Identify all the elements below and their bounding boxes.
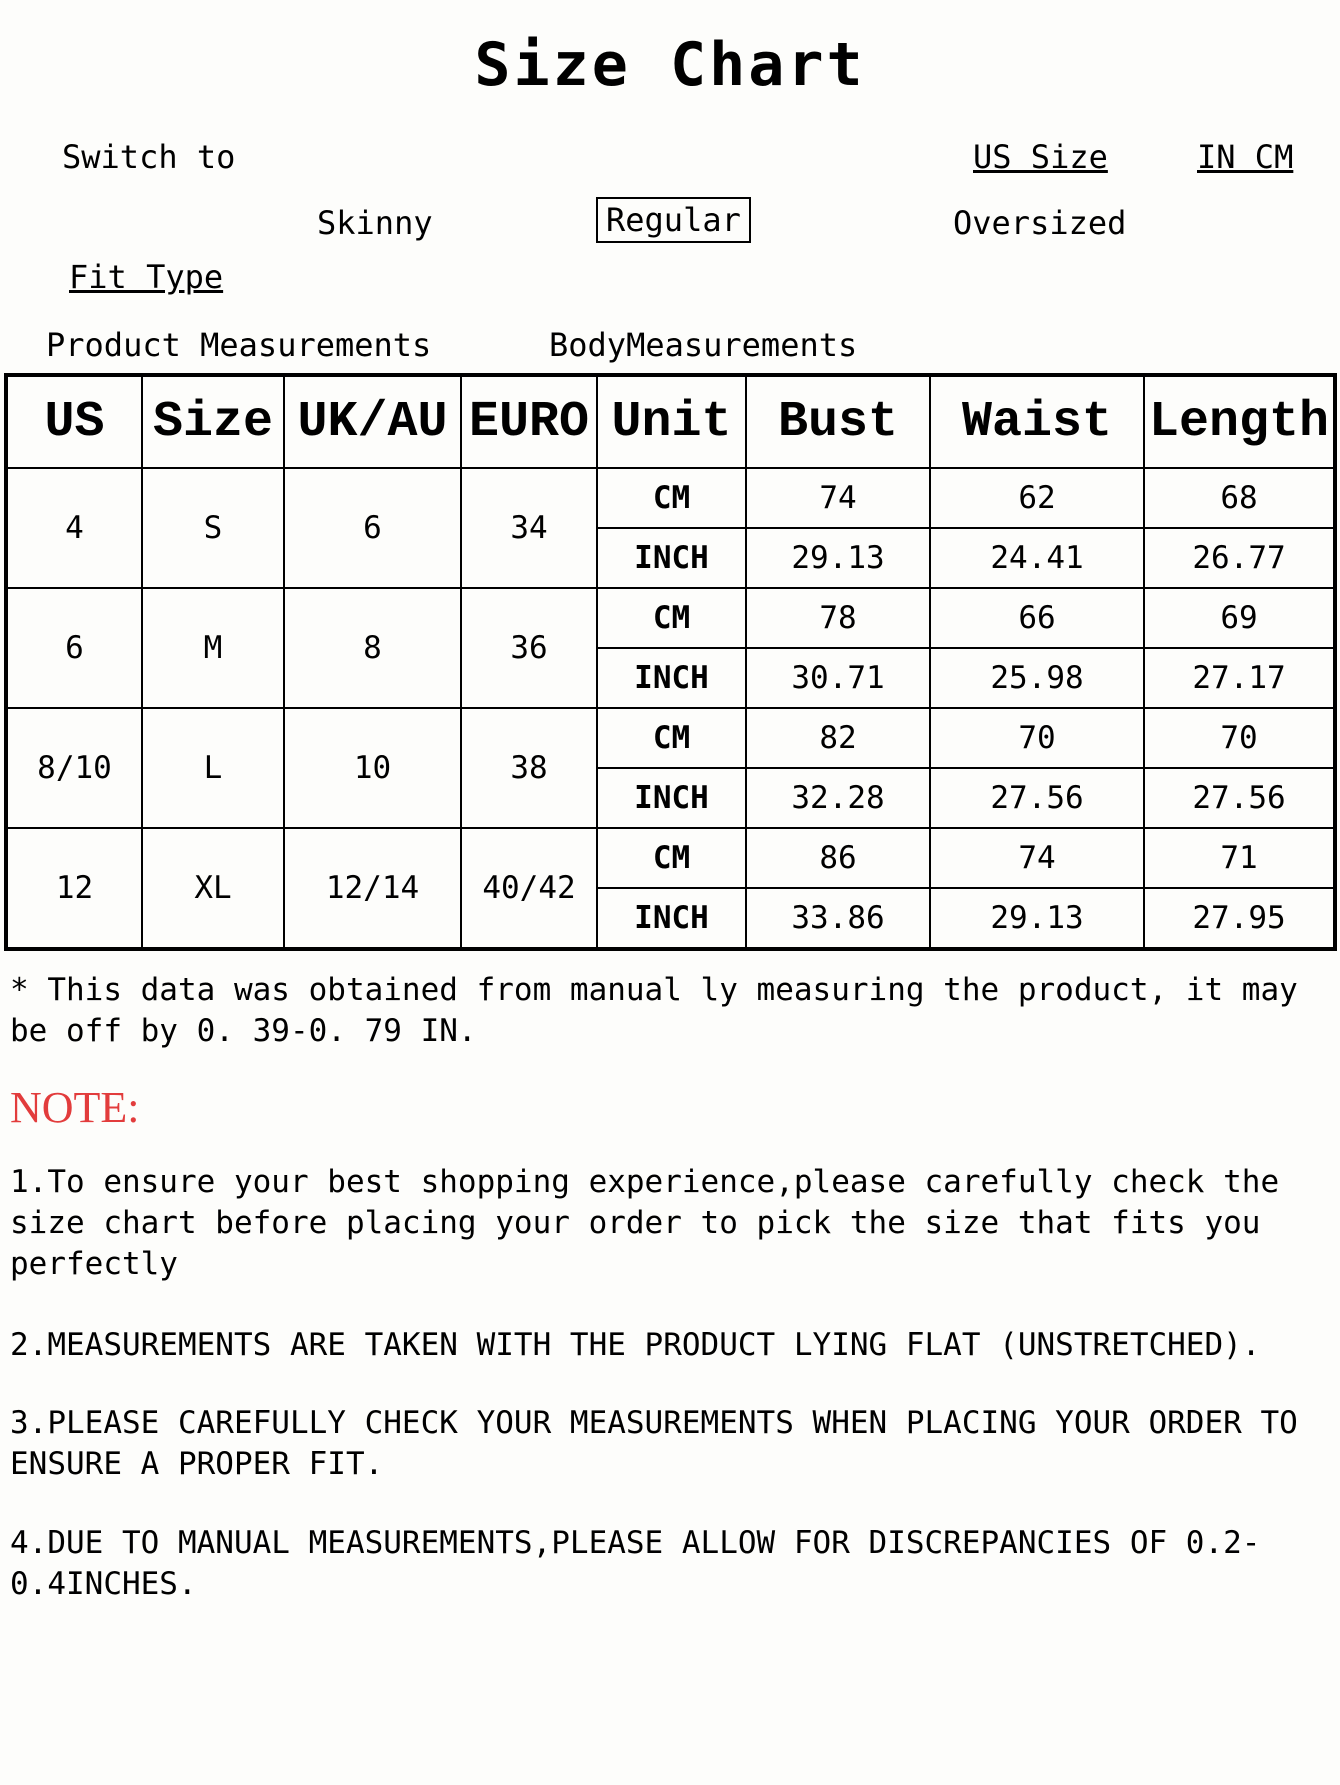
page-title: Size Chart <box>474 30 866 100</box>
size-table <box>4 373 1337 951</box>
cell-bust: 30.71 <box>746 648 930 708</box>
cell-waist: 70 <box>930 708 1144 768</box>
cell-size: L <box>142 708 284 828</box>
cell-bust: 86 <box>746 828 930 888</box>
cell-us: 12 <box>6 828 142 949</box>
cell-us: 8/10 <box>6 708 142 828</box>
cell-uk-au: 12/14 <box>284 828 461 949</box>
cell-size: XL <box>142 828 284 949</box>
table-header-row <box>6 375 1335 468</box>
cell-euro: 36 <box>461 588 597 708</box>
note-item-3: 3.PLEASE CAREFULLY CHECK YOUR MEASUREMENTS WHEN PLACING YOUR ORDER TO ENSURE A PROPER FIT. <box>10 1405 1298 1482</box>
cell-size: S <box>142 468 284 588</box>
disclaimer-text: * This data was obtained from manual ly measuring the product, it may be off by 0. 39-0. 79 IN. <box>10 972 1298 1049</box>
tab-body-measurements[interactable]: BodyMeasurements <box>549 326 858 364</box>
cell-waist: 74 <box>930 828 1144 888</box>
cell-waist: 24.41 <box>930 528 1144 588</box>
cell-length: 26.77 <box>1144 528 1335 588</box>
fit-option-oversized[interactable]: Oversized <box>953 204 1127 242</box>
header-waist: Waist <box>930 375 1144 468</box>
header-euro: EURO <box>461 375 597 468</box>
unit-toggle[interactable]: IN CM <box>1197 138 1294 176</box>
table-row <box>6 468 1335 528</box>
cell-unit: CM <box>597 468 746 528</box>
cell-unit: INCH <box>597 888 746 949</box>
cell-euro: 40/42 <box>461 828 597 949</box>
cell-bust: 78 <box>746 588 930 648</box>
header-bust: Bust <box>746 375 930 468</box>
cell-us: 6 <box>6 588 142 708</box>
cell-size: M <box>142 588 284 708</box>
cell-uk-au: 6 <box>284 468 461 588</box>
fit-type-link[interactable]: Fit Type <box>69 258 224 296</box>
cell-waist: 29.13 <box>930 888 1144 949</box>
cell-length: 27.95 <box>1144 888 1335 949</box>
cell-bust: 29.13 <box>746 528 930 588</box>
table-row <box>6 828 1335 888</box>
cell-uk-au: 8 <box>284 588 461 708</box>
cell-length: 27.56 <box>1144 768 1335 828</box>
cell-waist: 66 <box>930 588 1144 648</box>
header-size: Size <box>142 375 284 468</box>
table-row <box>6 708 1335 768</box>
header-length: Length <box>1144 375 1335 468</box>
cell-length: 69 <box>1144 588 1335 648</box>
table-row <box>6 588 1335 648</box>
header-uk-au: UK/AU <box>284 375 461 468</box>
cell-unit: CM <box>597 588 746 648</box>
switch-to-label: Switch to <box>62 138 236 176</box>
cell-bust: 74 <box>746 468 930 528</box>
cell-us: 4 <box>6 468 142 588</box>
cell-length: 68 <box>1144 468 1335 528</box>
cell-unit: CM <box>597 708 746 768</box>
cell-unit: INCH <box>597 528 746 588</box>
cell-length: 27.17 <box>1144 648 1335 708</box>
cell-waist: 62 <box>930 468 1144 528</box>
cell-unit: INCH <box>597 648 746 708</box>
cell-length: 70 <box>1144 708 1335 768</box>
note-item-2: 2.MEASUREMENTS ARE TAKEN WITH THE PRODUCT LYING FLAT (UNSTRETCHED). <box>10 1327 1261 1363</box>
cell-bust: 33.86 <box>746 888 930 949</box>
cell-bust: 32.28 <box>746 768 930 828</box>
note-item-1: 1.To ensure your best shopping experience,please carefully check the size chart before placing your order to pick the size that fits you perfectly <box>10 1164 1280 1282</box>
header-unit: Unit <box>597 375 746 468</box>
cell-uk-au: 10 <box>284 708 461 828</box>
us-size-toggle[interactable]: US Size <box>973 138 1108 176</box>
cell-euro: 38 <box>461 708 597 828</box>
note-heading: NOTE: <box>10 1083 140 1132</box>
cell-length: 71 <box>1144 828 1335 888</box>
note-item-4: 4.DUE TO MANUAL MEASUREMENTS,PLEASE ALLOW FOR DISCREPANCIES OF 0.2-0.4INCHES. <box>10 1525 1261 1602</box>
fit-option-skinny[interactable]: Skinny <box>317 204 433 242</box>
cell-unit: CM <box>597 828 746 888</box>
cell-euro: 34 <box>461 468 597 588</box>
header-us: US <box>6 375 142 468</box>
cell-bust: 82 <box>746 708 930 768</box>
cell-unit: INCH <box>597 768 746 828</box>
tab-product-measurements[interactable]: Product Measurements <box>46 326 432 364</box>
cell-waist: 27.56 <box>930 768 1144 828</box>
fit-option-regular[interactable]: Regular <box>596 197 751 243</box>
cell-waist: 25.98 <box>930 648 1144 708</box>
